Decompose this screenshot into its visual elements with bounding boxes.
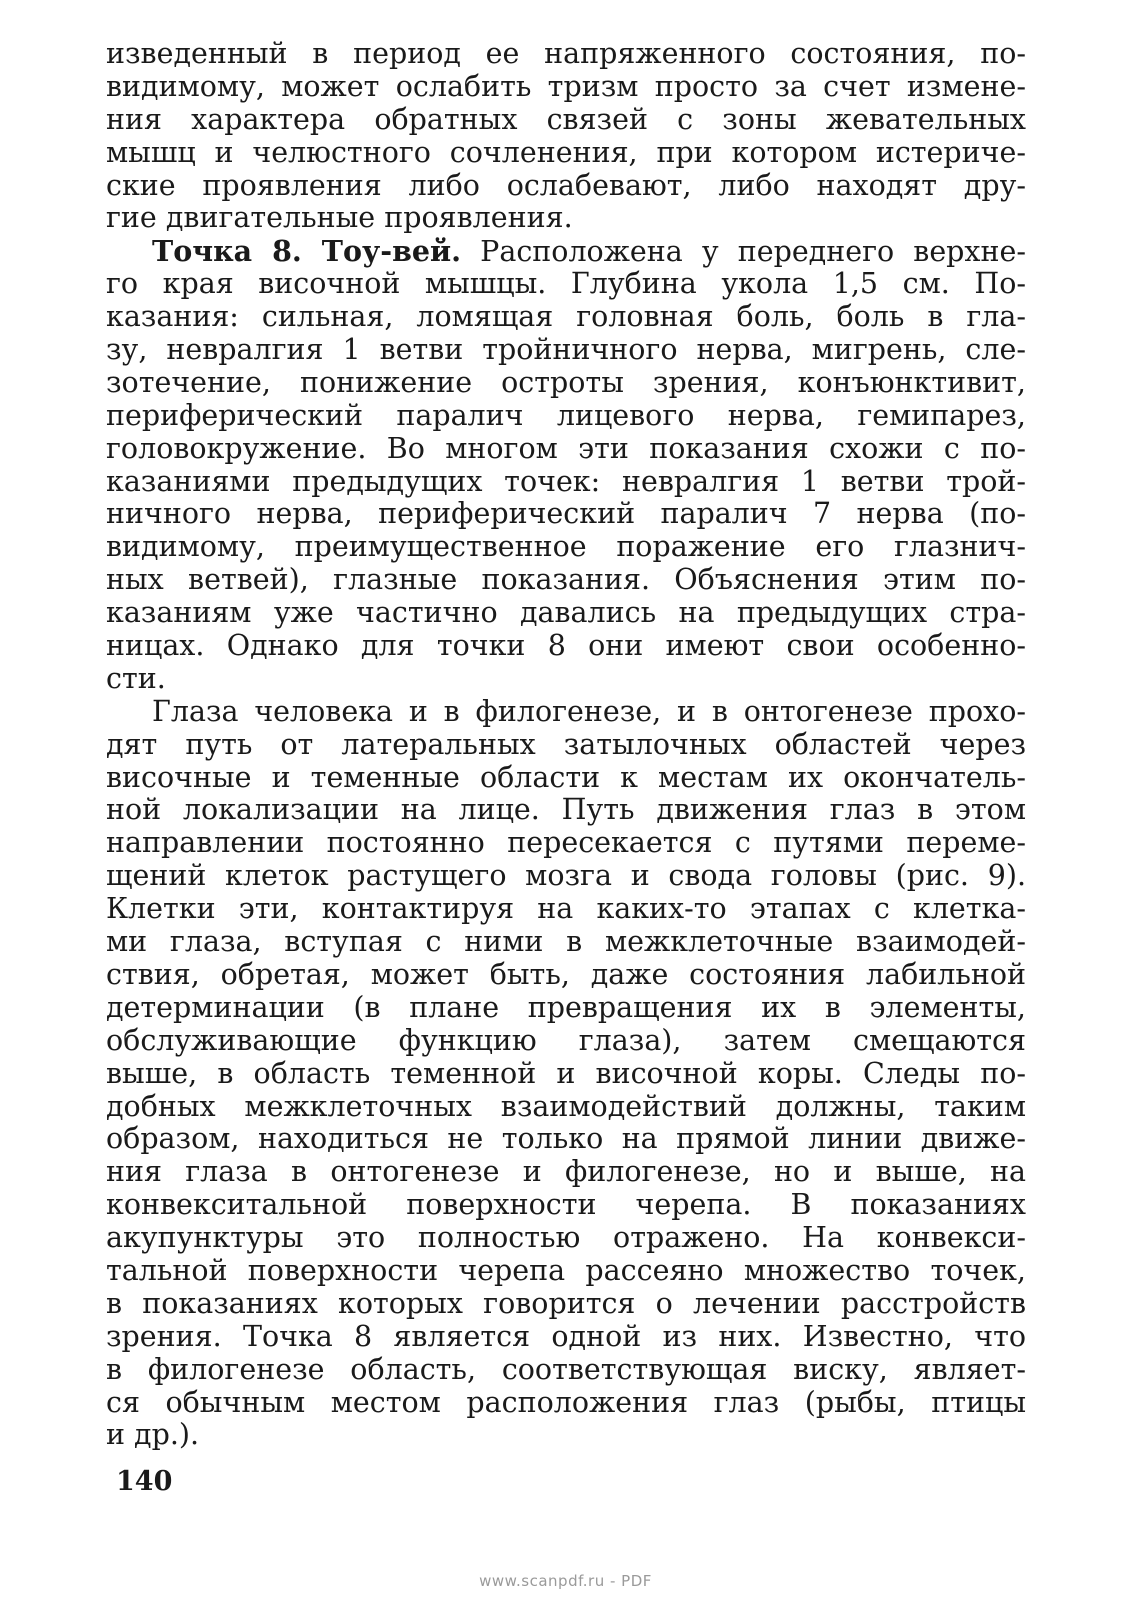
line-text: ся обычным местом расположения глаз (рыбы, птицы	[106, 1385, 1026, 1419]
text-line	[106, 531, 1026, 564]
text-line	[106, 1255, 1026, 1288]
line-text: Расположена у переднего верхне-	[480, 235, 1026, 269]
text-line	[106, 597, 1026, 630]
text-line	[106, 926, 1026, 959]
watermark: www.scanpdf.ru - PDF	[479, 1572, 652, 1590]
line-text: и др.).	[106, 1418, 200, 1452]
text-line	[106, 137, 1026, 170]
line-text: Клетки эти, контактируя на каких-то этапах с клетка-	[106, 892, 1026, 926]
text-line	[106, 663, 1026, 696]
text-line	[106, 992, 1026, 1025]
text-line	[106, 170, 1026, 203]
text-line	[106, 334, 1026, 367]
text-line	[106, 827, 1026, 860]
text-line	[106, 38, 1026, 71]
text-line	[106, 235, 1026, 268]
line-text: щений клеток растущего мозга и свода головы (рис. 9).	[106, 859, 1026, 893]
line-text: ми глаза, вступая с ними в межклеточные взаимодей-	[106, 925, 1026, 959]
text-line	[106, 794, 1026, 827]
line-text: зу, невралгия 1 ветви тройничного нерва, мигрень, сле-	[106, 333, 1026, 367]
line-text: головокружение. Во многом эти показания схожи с по-	[106, 431, 1026, 465]
text-line	[106, 202, 1026, 235]
text-line	[106, 860, 1026, 893]
text-line	[106, 71, 1026, 104]
text-line	[106, 893, 1026, 926]
line-text: ной локализации на лице. Путь движения глаз в этом	[106, 793, 1026, 827]
line-text: ствия, обретая, может быть, даже состояния лабильной	[106, 957, 1026, 991]
line-text: видимому, преимущественное поражение его глазнич-	[106, 530, 1026, 564]
text-line	[106, 104, 1026, 137]
text-line	[106, 1387, 1026, 1420]
line-text: казаниями предыдущих точек: невралгия 1 ветви трой-	[106, 464, 1026, 498]
line-text: казаниям уже частично давались на предыдущих стра-	[106, 596, 1026, 630]
point-heading: Точка 8. Тоу-вей.	[152, 234, 462, 269]
text-line	[106, 367, 1026, 400]
line-text: казания: сильная, ломящая головная боль, боль в гла-	[106, 300, 1026, 334]
line-text: конвекситальной поверхности черепа. В показаниях	[106, 1188, 1026, 1222]
line-text: направлении постоянно пересекается с путями переме-	[106, 826, 1026, 860]
line-text: гие двигательные проявления.	[106, 201, 573, 235]
line-text: ничного нерва, периферический паралич 7 нерва (по-	[106, 497, 1026, 531]
text-line	[106, 1189, 1026, 1222]
line-text: ния глаза в онтогенезе и филогенезе, но и выше, на	[106, 1155, 1026, 1189]
text-line	[106, 1091, 1026, 1124]
line-text: ных ветвей), глазные показания. Объяснения этим по-	[106, 563, 1026, 597]
line-text: ницах. Однако для точки 8 они имеют свои особенно-	[106, 629, 1026, 663]
text-line	[106, 1419, 1026, 1452]
line-text: периферический паралич лицевого нерва, гемипарез,	[106, 398, 1026, 432]
text-line	[106, 630, 1026, 663]
text-line	[106, 1222, 1026, 1255]
text-line	[106, 729, 1026, 762]
text-line	[106, 1025, 1026, 1058]
line-text: образом, находиться не только на прямой линии движе-	[106, 1122, 1026, 1156]
text-line	[106, 1058, 1026, 1091]
text-line	[106, 1156, 1026, 1189]
line-text: височные и теменные области к местам их окончатель-	[106, 760, 1026, 794]
text-line	[106, 762, 1026, 795]
line-text: выше, в область теменной и височной коры. Следы по-	[106, 1056, 1026, 1090]
line-text: зрения. Точка 8 является одной из них. Известно, что	[106, 1319, 1026, 1353]
page-number: 140	[116, 1466, 173, 1497]
line-text: обслуживающие функцию глаза), затем смещаются	[106, 1023, 1026, 1057]
line-text: дят путь от латеральных затылочных областей через	[106, 727, 1026, 761]
text-line	[106, 1354, 1026, 1387]
text-line	[106, 1288, 1026, 1321]
line-text: Глаза человека и в филогенезе, и в онтогенезе прохо-	[152, 694, 1026, 728]
text-line	[106, 433, 1026, 466]
line-text: ния характера обратных связей с зоны жевательных	[106, 102, 1026, 136]
line-text: ские проявления либо ослабевают, либо находят дру-	[106, 168, 1026, 202]
line-text: детерминации (в плане превращения их в элементы,	[106, 990, 1026, 1024]
text-line	[106, 1123, 1026, 1156]
text-line	[106, 400, 1026, 433]
line-text: мышц и челюстного сочленения, при котором истериче-	[106, 135, 1026, 169]
text-line	[106, 466, 1026, 499]
line-text: в филогенезе область, соответствующая виску, являет-	[106, 1352, 1026, 1386]
text-line	[106, 268, 1026, 301]
line-text: го края височной мышцы. Глубина укола 1,5 см. По-	[106, 267, 1026, 301]
line-text: изведенный в период ее напряженного состояния, по-	[106, 37, 1026, 70]
line-text: сти.	[106, 661, 166, 695]
text-line	[106, 498, 1026, 531]
text-line	[106, 564, 1026, 597]
text-line	[106, 959, 1026, 992]
text-line	[106, 696, 1026, 729]
line-text: добных межклеточных взаимодействий должны, таким	[106, 1089, 1026, 1123]
line-text: в показаниях которых говорится о лечении расстройств	[106, 1286, 1026, 1320]
line-text: зотечение, понижение остроты зрения, конъюнктивит,	[106, 365, 1026, 399]
text-line	[106, 1321, 1026, 1354]
line-text: тальной поверхности черепа рассеяно множество точек,	[106, 1253, 1026, 1287]
body-text	[106, 38, 1026, 1452]
line-text: акупунктуры это полностью отражено. На конвекси-	[106, 1221, 1026, 1255]
text-line	[106, 301, 1026, 334]
line-text: видимому, может ослабить тризм просто за счет измене-	[106, 69, 1026, 103]
